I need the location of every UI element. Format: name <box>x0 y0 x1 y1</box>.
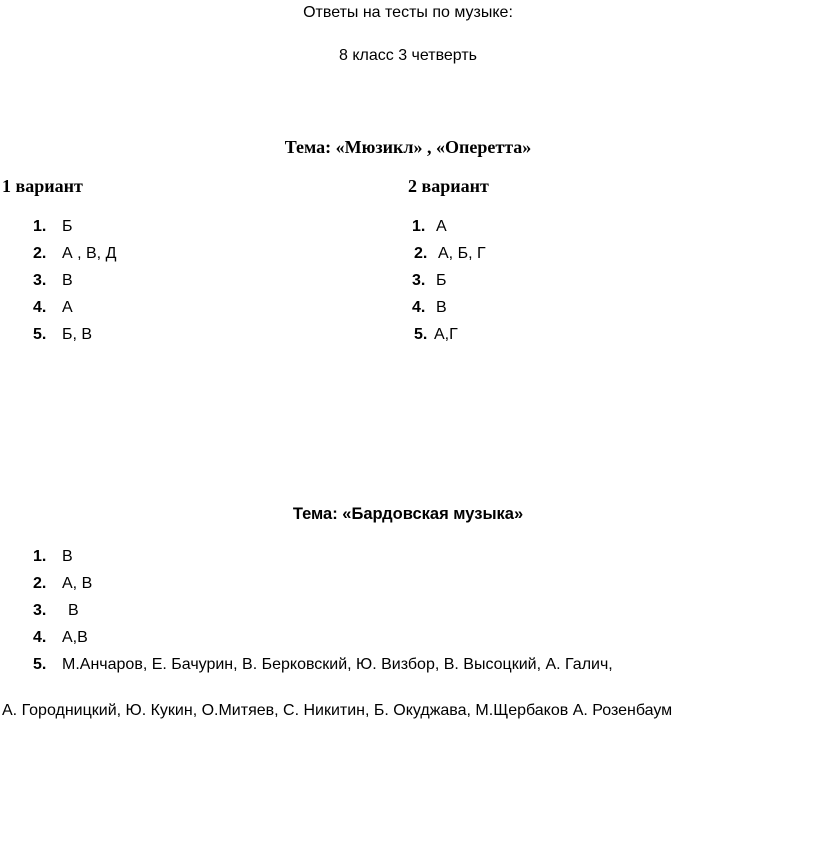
item-answer: А,В <box>62 629 88 646</box>
list-item <box>414 326 458 344</box>
list-item <box>33 656 613 674</box>
list-item <box>33 575 93 593</box>
variant-2-label: 2 вариант <box>408 176 489 196</box>
section-title-bard-music: Тема: «Бардовская музыка» <box>292 505 524 523</box>
list-item <box>33 245 117 263</box>
item-number: 2. <box>414 245 428 262</box>
item-number: 2. <box>33 245 47 262</box>
bard-answer-continuation: А. Городницкий, Ю. Кукин, О.Митяев, С. Никитин, Б. Окуджава, М.Щербаков А. Розенбаум <box>2 702 673 719</box>
item-number: 3. <box>33 602 47 619</box>
item-answer: Б, В <box>62 326 93 343</box>
item-number: 4. <box>33 629 47 646</box>
list-item <box>33 326 93 344</box>
item-answer: В <box>62 272 73 289</box>
item-answer: Б <box>62 218 73 235</box>
item-answer: В <box>62 548 73 565</box>
list-item <box>33 629 88 647</box>
item-number: 4. <box>33 299 47 316</box>
item-answer: А , В, Д <box>62 245 117 262</box>
document-subtitle: 8 класс 3 четверть <box>338 47 477 64</box>
item-number: 3. <box>33 272 47 289</box>
item-number: 1. <box>412 218 426 235</box>
item-number: 5. <box>33 326 47 343</box>
item-answer: Б <box>436 272 447 289</box>
item-number: 3. <box>412 272 426 289</box>
item-answer: А, Б, Г <box>438 245 486 262</box>
list-item <box>412 272 447 290</box>
list-item <box>33 299 73 317</box>
item-number: 1. <box>33 218 47 235</box>
item-number: 2. <box>33 575 47 592</box>
item-answer: В <box>436 299 447 316</box>
list-item <box>33 548 73 566</box>
item-answer: А <box>436 218 447 235</box>
item-number: 4. <box>412 299 426 316</box>
list-item <box>33 272 73 290</box>
list-item <box>33 602 79 620</box>
list-item <box>412 218 447 236</box>
document-title: Ответы на тесты по музыке: <box>303 4 513 21</box>
list-item <box>414 245 486 263</box>
section-title-musical: Тема: «Мюзикл» , «Оперетта» <box>284 137 532 157</box>
item-answer: М.Анчаров, Е. Бачурин, В. Берковский, Ю. Визбор, В. Высоцкий, А. Галич, <box>62 656 613 673</box>
list-item <box>412 299 447 317</box>
item-number: 5. <box>33 656 47 673</box>
item-number: 1. <box>33 548 47 565</box>
variant-1-label: 1 вариант <box>2 176 83 196</box>
list-item <box>33 218 73 236</box>
item-answer: В <box>68 602 79 619</box>
item-answer: А,Г <box>434 326 458 343</box>
item-answer: А, В <box>62 575 93 592</box>
item-number: 5. <box>414 326 428 343</box>
item-answer: А <box>62 299 73 316</box>
